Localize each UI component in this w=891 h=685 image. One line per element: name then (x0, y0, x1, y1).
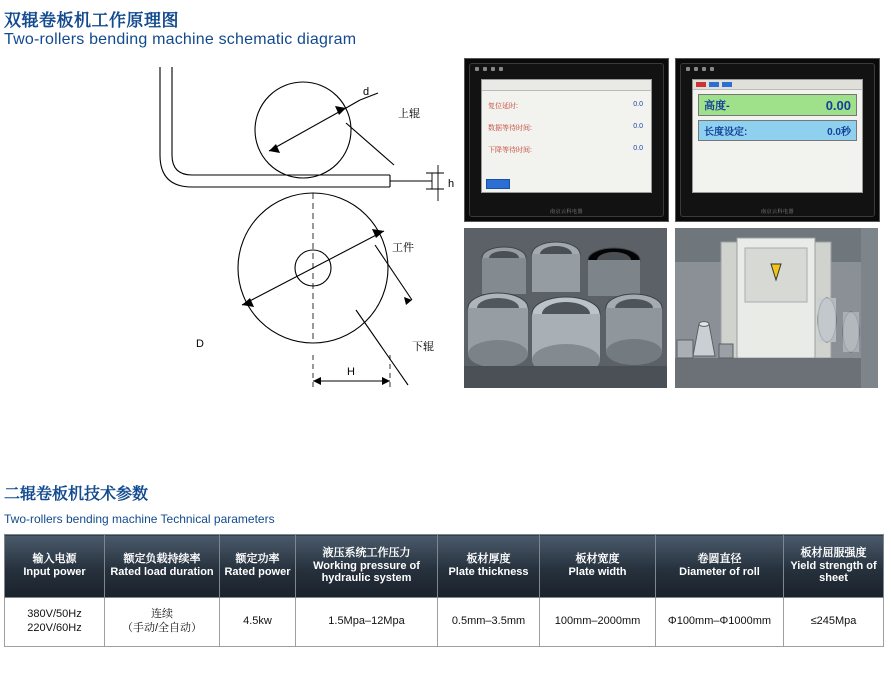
photo-hmi-panel-1 (464, 58, 669, 222)
hmi-screen-2 (692, 79, 863, 193)
hmi1-row-value: 0.0 (633, 123, 643, 130)
hmi-indicator-dots (686, 67, 714, 71)
spec-col-rated-power (220, 535, 296, 598)
spec-col-en: Rated power (224, 566, 291, 578)
label-lower-roller: 下辊 (412, 341, 434, 353)
spec-col-en: Input power (23, 566, 86, 578)
page-title-en: Two-rollers bending machine schematic diagram (4, 31, 357, 48)
spec-value-rated-load-duration: 连续 （手动/全自动） (105, 598, 220, 647)
machine-art (675, 228, 878, 388)
label-h: h (448, 178, 455, 190)
spec-col-cn: 额定负载持续率 (123, 553, 201, 566)
spec-col-cn: 板材屈服强度 (800, 547, 867, 560)
hmi1-row (482, 99, 651, 111)
spec-col-working-pressure (296, 535, 438, 598)
spec-col-en: Plate width (568, 566, 627, 578)
photo-bending-machine-image (675, 228, 878, 388)
photo-rolled-cylinders (464, 228, 667, 388)
spec-col-diameter-of-roll (656, 535, 784, 598)
hmi1-row-value: 0.0 (633, 101, 643, 108)
hmi2-height-value: 0.00 (825, 97, 851, 113)
spec-value-input-power: 380V/50Hz 220V/60Hz (5, 598, 105, 647)
spec-col-cn: 板材宽度 (575, 553, 620, 566)
spec-col-input-power (5, 535, 105, 598)
spec-col-rated-load-duration (105, 535, 220, 598)
spec-col-cn: 卷圆直径 (697, 553, 742, 566)
spec-title-en: Two-rollers bending machine Technical parameters (4, 512, 275, 526)
spec-col-plate-width (540, 535, 656, 598)
spec-col-yield-strength (784, 535, 884, 598)
label-d: d (363, 86, 370, 98)
spec-col-en: Rated load duration (110, 566, 214, 578)
spec-col-en: Yield strength of sheet (790, 559, 877, 585)
hmi1-titlebar (482, 80, 651, 91)
hmi2-brand-label: 南京云科电器 (760, 209, 795, 215)
hmi-indicator-dots (475, 67, 503, 71)
hmi2-height-field[interactable] (698, 94, 857, 116)
spec-col-cn: 输入电源 (32, 553, 77, 566)
hmi2-length-label: 长度设定: (704, 127, 748, 138)
hmi1-row-value: 0.0 (633, 145, 643, 152)
spec-value-diameter-of-roll: Φ100mm–Φ1000mm (656, 598, 784, 647)
label-workpiece: 工件 (392, 242, 414, 254)
spec-col-cn: 额定功率 (235, 553, 280, 566)
schematic-svg (60, 55, 460, 405)
spec-value-row (5, 598, 884, 647)
schematic-diagram (60, 55, 460, 405)
spec-col-cn: 板材厚度 (466, 553, 511, 566)
spec-value-plate-thickness: 0.5mm–3.5mm (438, 598, 540, 647)
hmi1-row-label: 下降等待时间: (488, 147, 532, 154)
hmi2-length-field[interactable] (698, 120, 857, 141)
hmi1-row (482, 121, 651, 133)
cylinders-art (464, 228, 667, 388)
spec-value-plate-width: 100mm–2000mm (540, 598, 656, 647)
spec-value-working-pressure: 1.5Mpa–12Mpa (296, 598, 438, 647)
hmi1-row-label: 数据等待时间: (488, 125, 532, 132)
hmi2-height-label: 高度- (704, 100, 730, 112)
spec-table (4, 534, 884, 647)
spec-col-cn: 液压系统工作压力 (322, 547, 411, 560)
hmi2-titlebar (693, 80, 862, 90)
label-D: D (196, 338, 204, 350)
hmi1-return-button[interactable] (486, 179, 510, 189)
hmi1-row (482, 143, 651, 155)
spec-col-en: Plate thickness (448, 566, 529, 578)
label-H: H (347, 366, 355, 378)
spec-col-plate-thickness (438, 535, 540, 598)
spec-value-yield-strength: ≤245Mpa (784, 598, 884, 647)
spec-col-en: Diameter of roll (679, 566, 760, 578)
hmi2-length-value: 0.0秒 (827, 127, 851, 138)
hmi1-row-label: 复位延时: (488, 103, 518, 110)
hmi1-brand-label: 南京云科电器 (549, 209, 584, 215)
hmi-screen-1 (481, 79, 652, 193)
photo-hmi-panel-2 (675, 58, 880, 222)
spec-header-row (5, 535, 884, 598)
page-title-cn: 双辊卷板机工作原理图 (4, 11, 179, 30)
spec-title-cn: 二辊卷板机技术参数 (4, 486, 149, 503)
spec-col-en: Working pressure of hydraulic system (313, 559, 420, 585)
photo-bending-machine (675, 228, 878, 388)
label-upper-roller: 上辊 (398, 108, 420, 120)
spec-value-rated-power: 4.5kw (220, 598, 296, 647)
photo-rolled-cylinders-image (464, 228, 667, 388)
